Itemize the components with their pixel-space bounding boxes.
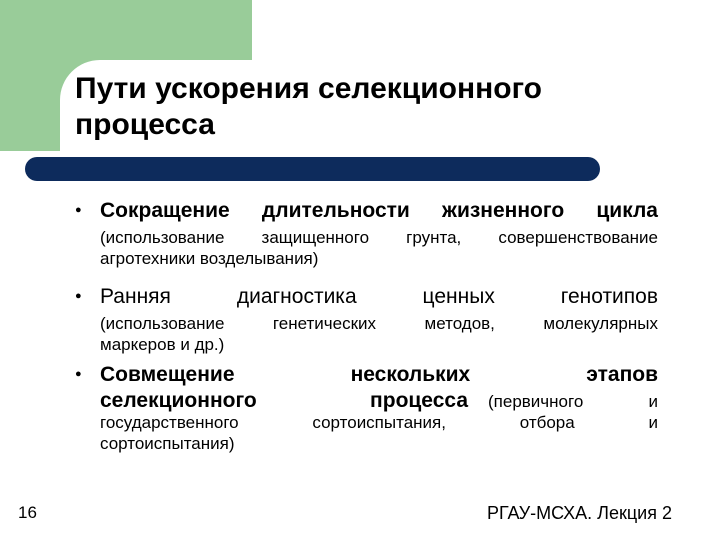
item-sub-text-1: (использование генетических методов, молекулярных <box>100 314 658 333</box>
item-sub-text-2: агротехники возделывания) <box>100 249 319 268</box>
bullet-icon: ● <box>75 290 82 302</box>
list-item <box>75 362 658 454</box>
item-main-text-1: Совмещение нескольких этапов <box>100 363 658 386</box>
title-line-2: процесса <box>75 108 215 141</box>
item-main-text: Ранняя диагностика ценных генотипов <box>100 285 658 308</box>
bullet-icon: ● <box>75 204 82 216</box>
item-sub-text-1: государственного сортоиспытания, отбора и <box>100 413 658 432</box>
title-line-1: Пути ускорения селекционного <box>75 72 542 105</box>
item-main-rest-text: (первичного и <box>488 392 658 411</box>
list-item <box>75 284 658 355</box>
item-main-bold-text: селекционного процесса <box>100 389 468 412</box>
footer-text: РГАУ-МСХА. Лекция 2 <box>486 503 672 523</box>
item-sub-text-2: сортоиспытания) <box>100 434 235 453</box>
item-main-line-2 <box>100 388 658 414</box>
item-main-bold-part <box>100 388 488 414</box>
title-divider-bar <box>25 157 600 181</box>
slide-title <box>75 71 675 143</box>
page-number: 16 <box>18 503 37 522</box>
item-sub-text-2: маркеров и др.) <box>100 335 225 354</box>
item-main-text: Сокращение длительности жизненного цикла <box>100 199 658 222</box>
list-item <box>75 198 658 269</box>
decorative-left-strip <box>0 151 60 540</box>
bullet-icon: ● <box>75 368 82 380</box>
item-sub-text-1: (использование защищенного грунта, совершенствование <box>100 228 658 247</box>
